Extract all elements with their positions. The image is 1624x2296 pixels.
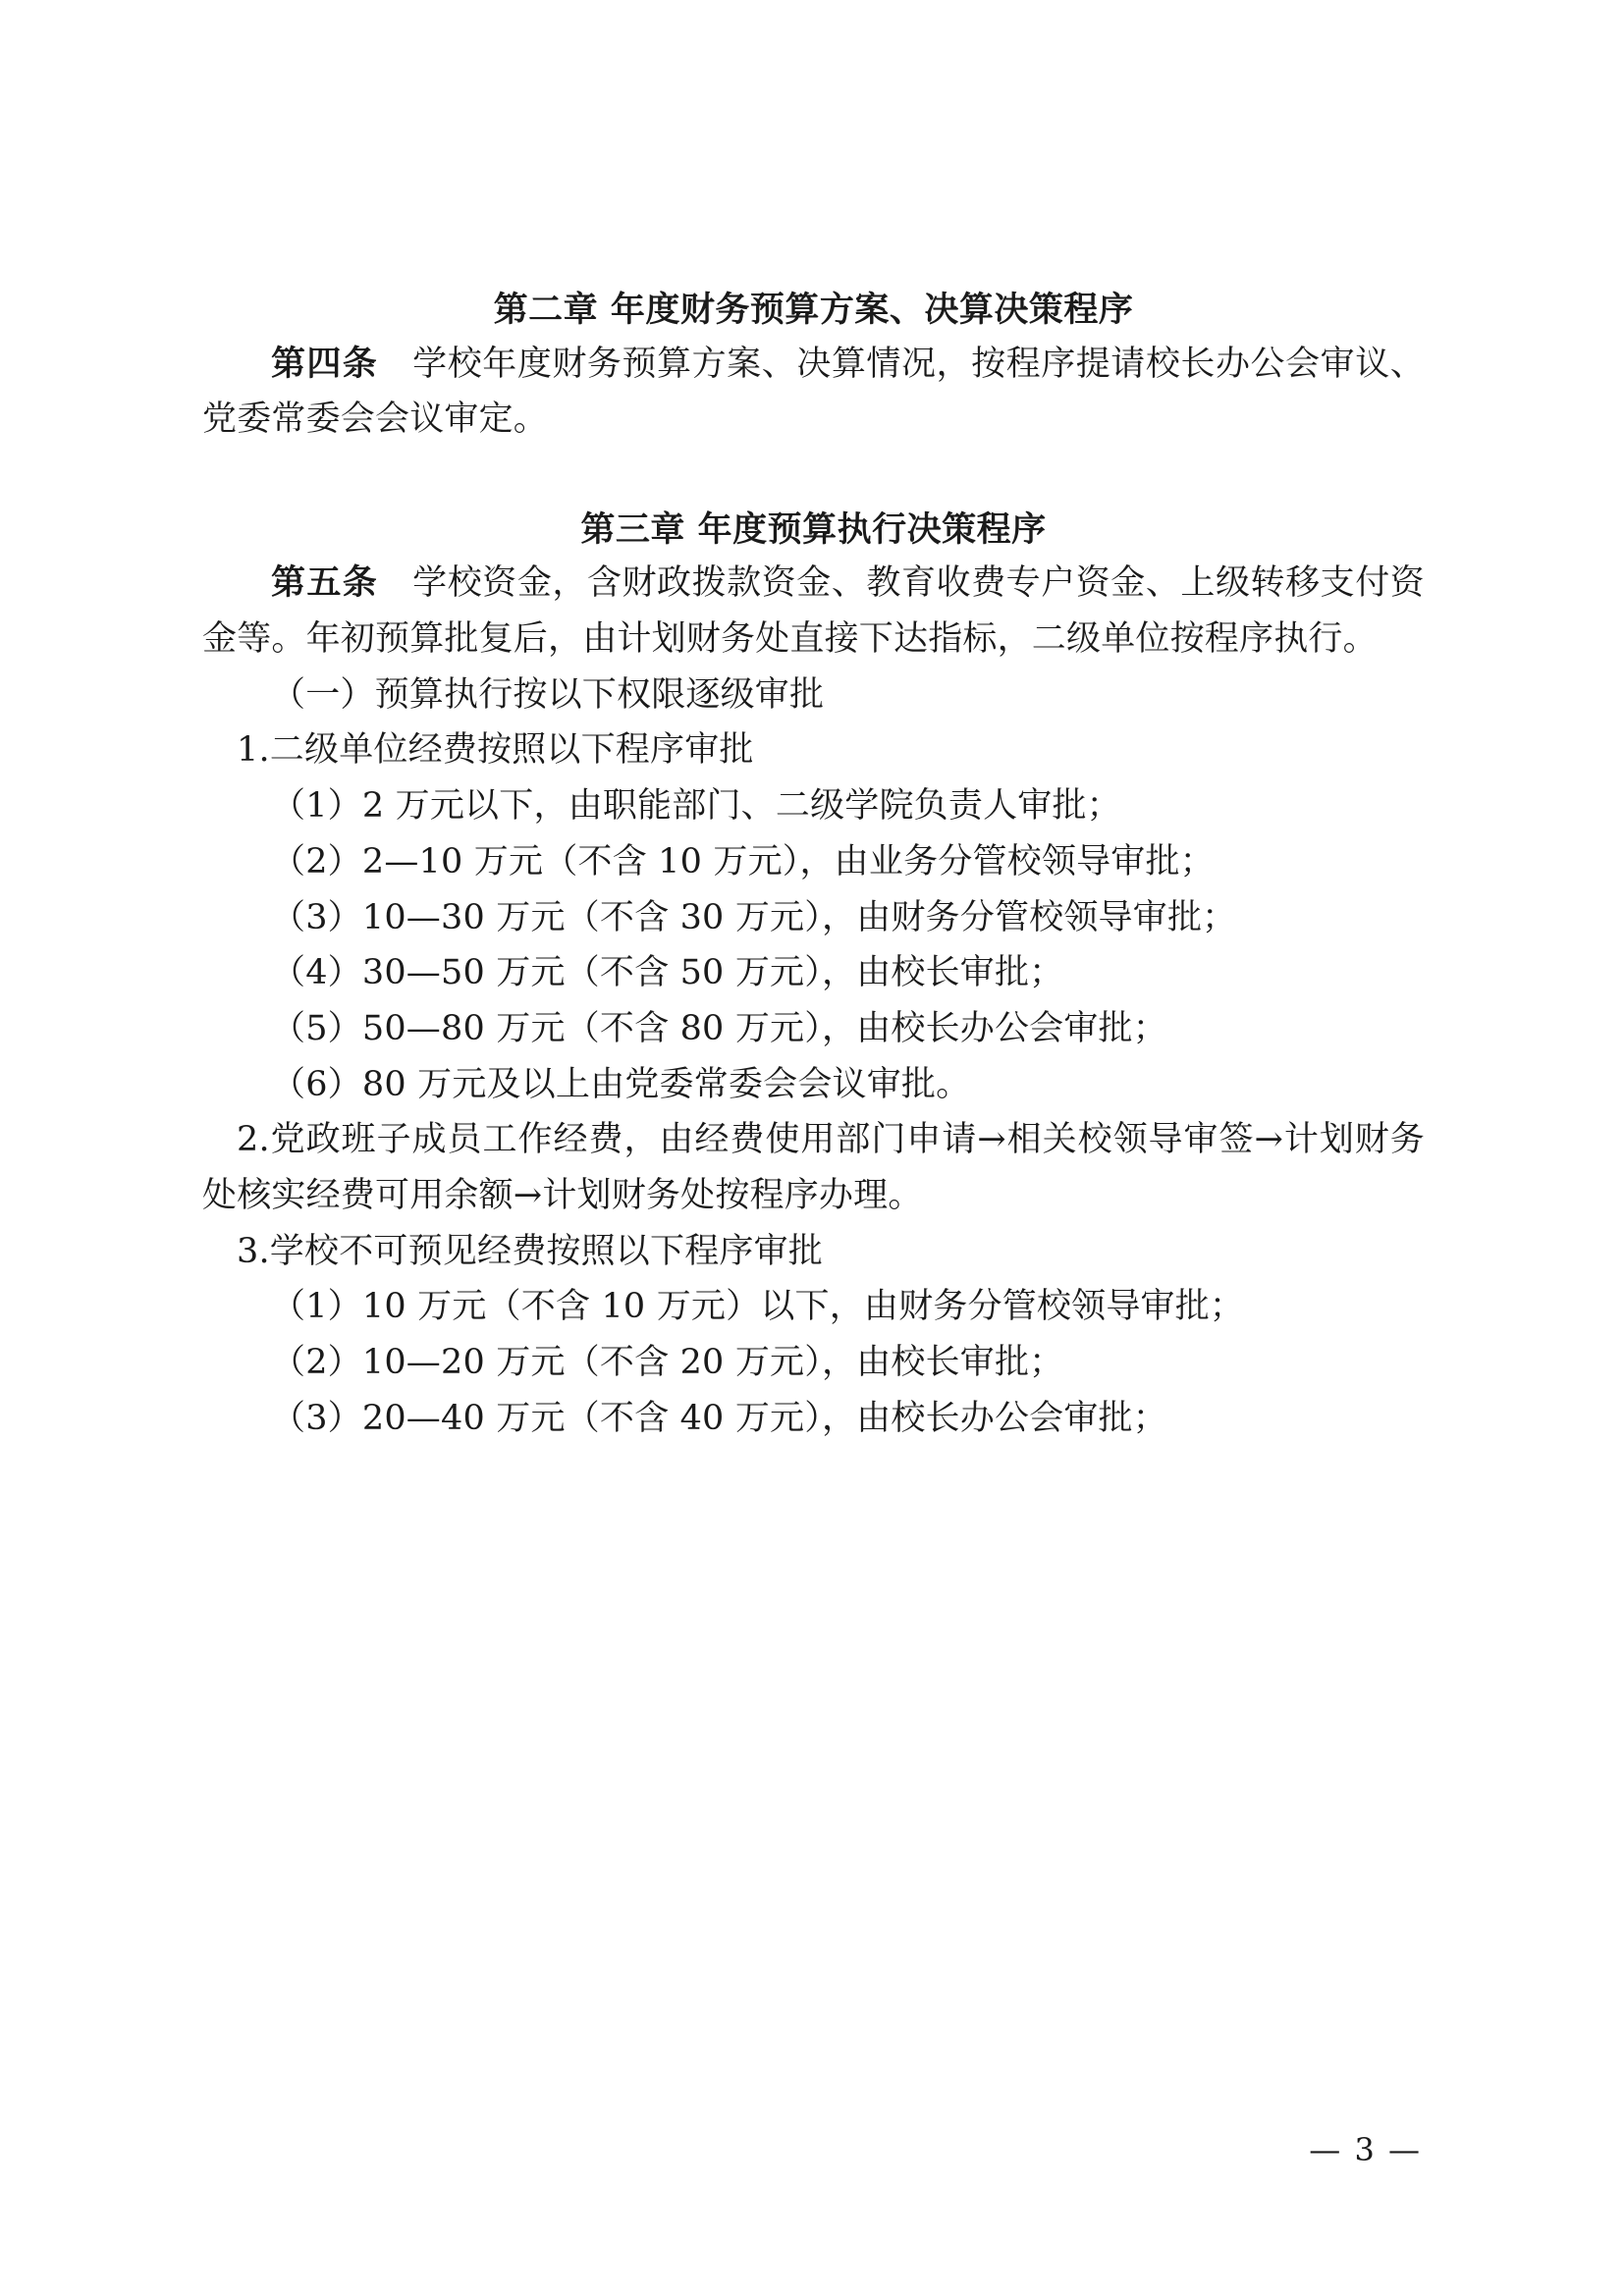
- article-5-text: 学校资金，含财政拨款资金、教育收费专户资金、上级转移支付资金等。年初预算批复后，由计划财务处直接下达指标，二级单位按程序执行。: [202, 563, 1425, 660]
- clause-3-header: 3.学校不可预见经费按照以下程序审批: [237, 1231, 823, 1271]
- clause-1-item-5: （5）50—80 万元（不含 80 万元），由校长办公会审批；: [271, 1008, 1167, 1048]
- clause-3-item-1: （1）10 万元（不含 10 万元）以下，由财务分管校领导审批；: [271, 1287, 1245, 1327]
- article-4-label: 第四条: [271, 344, 379, 384]
- page-number: — 3 —: [1309, 2131, 1422, 2168]
- clause-1-header: 1.二级单位经费按照以下程序审批: [237, 730, 754, 771]
- chapter-heading-2: 第二章 年度财务预算方案、决算决策程序: [493, 291, 1134, 330]
- clause-3-item-3: （3）20—40 万元（不含 40 万元），由校长办公会审批；: [271, 1398, 1167, 1438]
- article-5-label: 第五条: [271, 563, 379, 604]
- clause-1-item-1: （1）2 万元以下，由职能部门、二级学院负责人审批；: [271, 786, 1121, 827]
- article-5-paragraph: [202, 556, 1425, 667]
- clause-1-item-2: （2）2—10 万元（不含 10 万元），由业务分管校领导审批；: [271, 841, 1215, 881]
- document-body: [202, 285, 1425, 1446]
- clause-2-paragraph: 2.党政班子成员工作经费，由经费使用部门申请→相关校领导审签→计划财务处核实经费可用余额→计划财务处按程序办理。: [202, 1120, 1425, 1215]
- clause-3-item-2: （2）10—20 万元（不含 20 万元），由校长审批；: [271, 1343, 1064, 1382]
- clause-1-item-6: （6）80 万元及以上由党委常委会会议审批。: [271, 1064, 971, 1104]
- section-spacer: [202, 448, 1425, 505]
- article-4-paragraph: [202, 337, 1425, 448]
- clause-yi: （一）预算执行按以下权限逐级审批: [271, 674, 825, 715]
- clause-1-item-3: （3）10—30 万元（不含 30 万元），由财务分管校领导审批；: [271, 897, 1237, 937]
- article-4-text: 学校年度财务预算方案、决算情况，按程序提请校长办公会审议、党委常委会会议审定。: [202, 344, 1425, 440]
- chapter-heading-3: 第三章 年度预算执行决策程序: [580, 509, 1047, 550]
- clause-1-item-4: （4）30—50 万元（不含 50 万元），由校长审批；: [271, 953, 1064, 993]
